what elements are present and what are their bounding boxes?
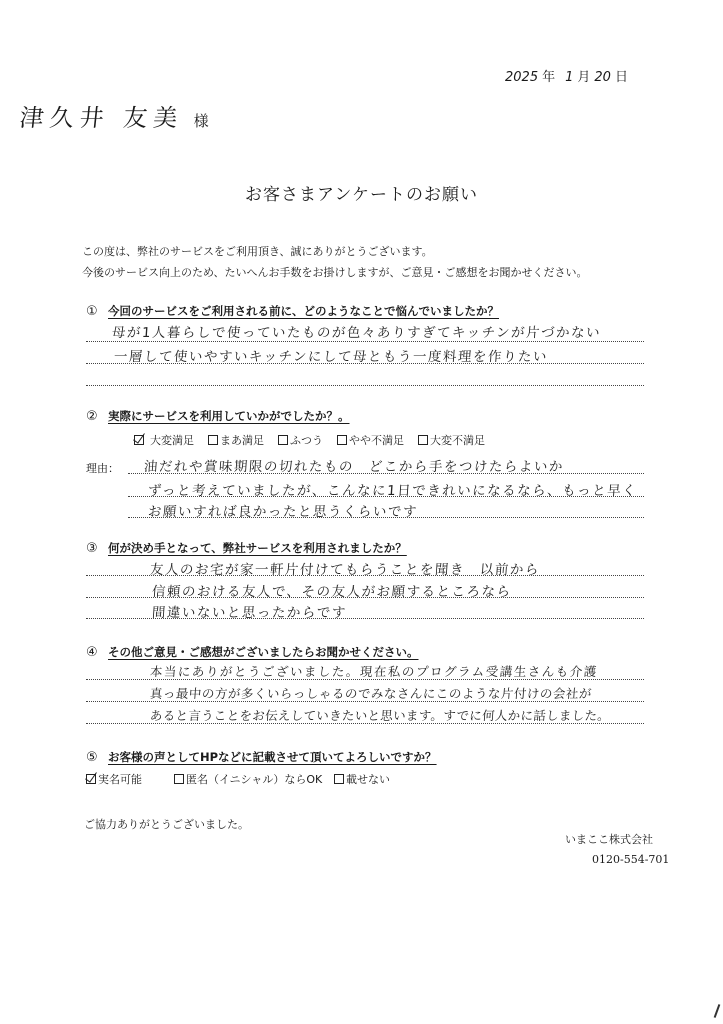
checkbox-checked[interactable] — [86, 774, 96, 784]
option-label: 匿名（イニシャル）ならOK — [186, 773, 323, 786]
answer-rule — [86, 363, 644, 364]
question-text: 実際にサービスを利用していかがでしたか？。 — [108, 409, 350, 423]
answer-rule — [86, 341, 644, 342]
question-number: ② — [86, 408, 98, 424]
q4-answer-line-3: あると言うことをお伝えしていきたいと思います。すでに何人かに話しました。 — [149, 708, 611, 723]
question-text: その他ご意見・ご感想がございましたらお聞かせください。 — [108, 645, 419, 659]
checkbox[interactable] — [174, 774, 184, 784]
q1-answer-line-1: 母が1人暮らしで使っていたものが色々ありすぎてキッチンが片づかない — [111, 325, 602, 341]
q2-answer-line-2: ずっと考えていましたが、こんなに1日できれいになるなら、もっと早く — [147, 483, 638, 499]
option-anonymous[interactable] — [174, 771, 334, 787]
option-label: 大変満足 — [150, 434, 194, 447]
answer-rule — [128, 517, 644, 518]
question-5-heading — [86, 749, 437, 765]
question-3-heading — [86, 540, 407, 556]
option-label: 大変不満足 — [430, 434, 485, 447]
q1-answer-line-2: 一層して使いやすいキッチンにして母ともう一度料理を作りたい — [113, 349, 549, 365]
thanks-message: ご協力ありがとうございました。 — [84, 818, 249, 831]
q4-answer-line-2: 真っ最中の方が多くいらっしゃるのでみなさんにこのような片付けの会社が — [149, 686, 593, 701]
q3-answer-line-1: 友人のお宅が家一軒片付けてもらうことを聞き 以前から — [149, 562, 541, 578]
q4-answer-line-1: 本当にありがとうございました。現在私のプログラム受講生さんも介護 — [149, 664, 599, 679]
option-neutral[interactable] — [278, 432, 323, 448]
question-text: 今回のサービスをご利用される前に、どのようなことで悩んでいましたか？ — [108, 304, 499, 318]
checkbox[interactable] — [418, 435, 428, 445]
answer-rule — [86, 385, 644, 386]
company-name: いまここ株式会社 — [565, 833, 653, 846]
publish-options — [86, 771, 390, 787]
answer-rule — [86, 618, 644, 619]
satisfaction-options — [134, 432, 485, 448]
option-somewhat-satisfied[interactable] — [208, 432, 264, 448]
question-text: 何が決め手となって、弊社サービスを利用されましたか？ — [108, 541, 407, 555]
option-real-name[interactable] — [86, 771, 174, 787]
answer-rule — [86, 679, 644, 680]
option-label: やや不満足 — [349, 434, 404, 447]
checkbox[interactable] — [208, 435, 218, 445]
option-very-dissatisfied[interactable] — [418, 432, 485, 448]
month-label: 月 — [577, 70, 591, 85]
page-title: お客さまアンケートのお願い — [245, 185, 478, 205]
question-1-heading — [86, 303, 499, 319]
q3-answer-line-2: 信頼のおける友人で、その友人がお願するところなら — [151, 584, 513, 600]
recipient-honorific: 様 — [193, 112, 209, 130]
checkbox[interactable] — [337, 435, 347, 445]
answer-rule — [86, 723, 644, 724]
question-number: ① — [86, 303, 98, 319]
intro-line-1: この度は、弊社のサービスをご利用頂き、誠にありがとうございます。 — [82, 245, 433, 258]
option-do-not-publish[interactable] — [334, 771, 390, 787]
reason-label: 理由： — [86, 462, 119, 475]
day-label: 日 — [614, 70, 628, 85]
answer-rule — [86, 701, 644, 702]
question-number: ③ — [86, 540, 98, 556]
intro-line-2: 今後のサービス向上のため、たいへんお手数をお掛けしますが、ご意見・ご感想をお聞かせください。 — [82, 266, 588, 279]
checkbox[interactable] — [334, 774, 344, 784]
date-year: 2025 — [505, 70, 539, 85]
q2-answer-line-3: お願いすれば良かったと思うくらいです — [147, 504, 419, 520]
company-phone: 0120-554-701 — [592, 853, 670, 866]
option-label: ふつう — [290, 434, 323, 447]
survey-date — [505, 66, 628, 85]
scan-mark — [714, 1004, 721, 1018]
option-label: 載せない — [346, 773, 390, 786]
question-2-heading — [86, 408, 350, 424]
question-number: ④ — [86, 644, 98, 660]
checkbox-checked[interactable] — [134, 435, 144, 445]
recipient — [20, 98, 209, 133]
answer-rule — [128, 473, 644, 474]
question-text: お客様の声としてHPなどに記載させて頂いてよろしいですか？ — [108, 750, 437, 764]
date-month: 1 — [565, 70, 574, 85]
answer-rule — [128, 496, 644, 497]
option-label: まあ満足 — [220, 434, 264, 447]
checkbox[interactable] — [278, 435, 288, 445]
answer-rule — [86, 597, 644, 598]
answer-rule — [86, 575, 644, 576]
year-label: 年 — [542, 70, 556, 85]
q2-answer-line-1: 油だれや賞味期限の切れたもの どこから手をつけたらよいか — [143, 459, 565, 475]
question-number: ⑤ — [86, 749, 98, 765]
option-very-satisfied[interactable] — [134, 432, 194, 448]
date-day: 20 — [594, 70, 611, 85]
option-somewhat-dissatisfied[interactable] — [337, 432, 404, 448]
recipient-name: 津久井 友美 — [18, 104, 185, 132]
option-label: 実名可能 — [98, 773, 142, 786]
q3-answer-line-3: 間違いないと思ったからです — [151, 605, 348, 621]
question-4-heading — [86, 644, 419, 660]
